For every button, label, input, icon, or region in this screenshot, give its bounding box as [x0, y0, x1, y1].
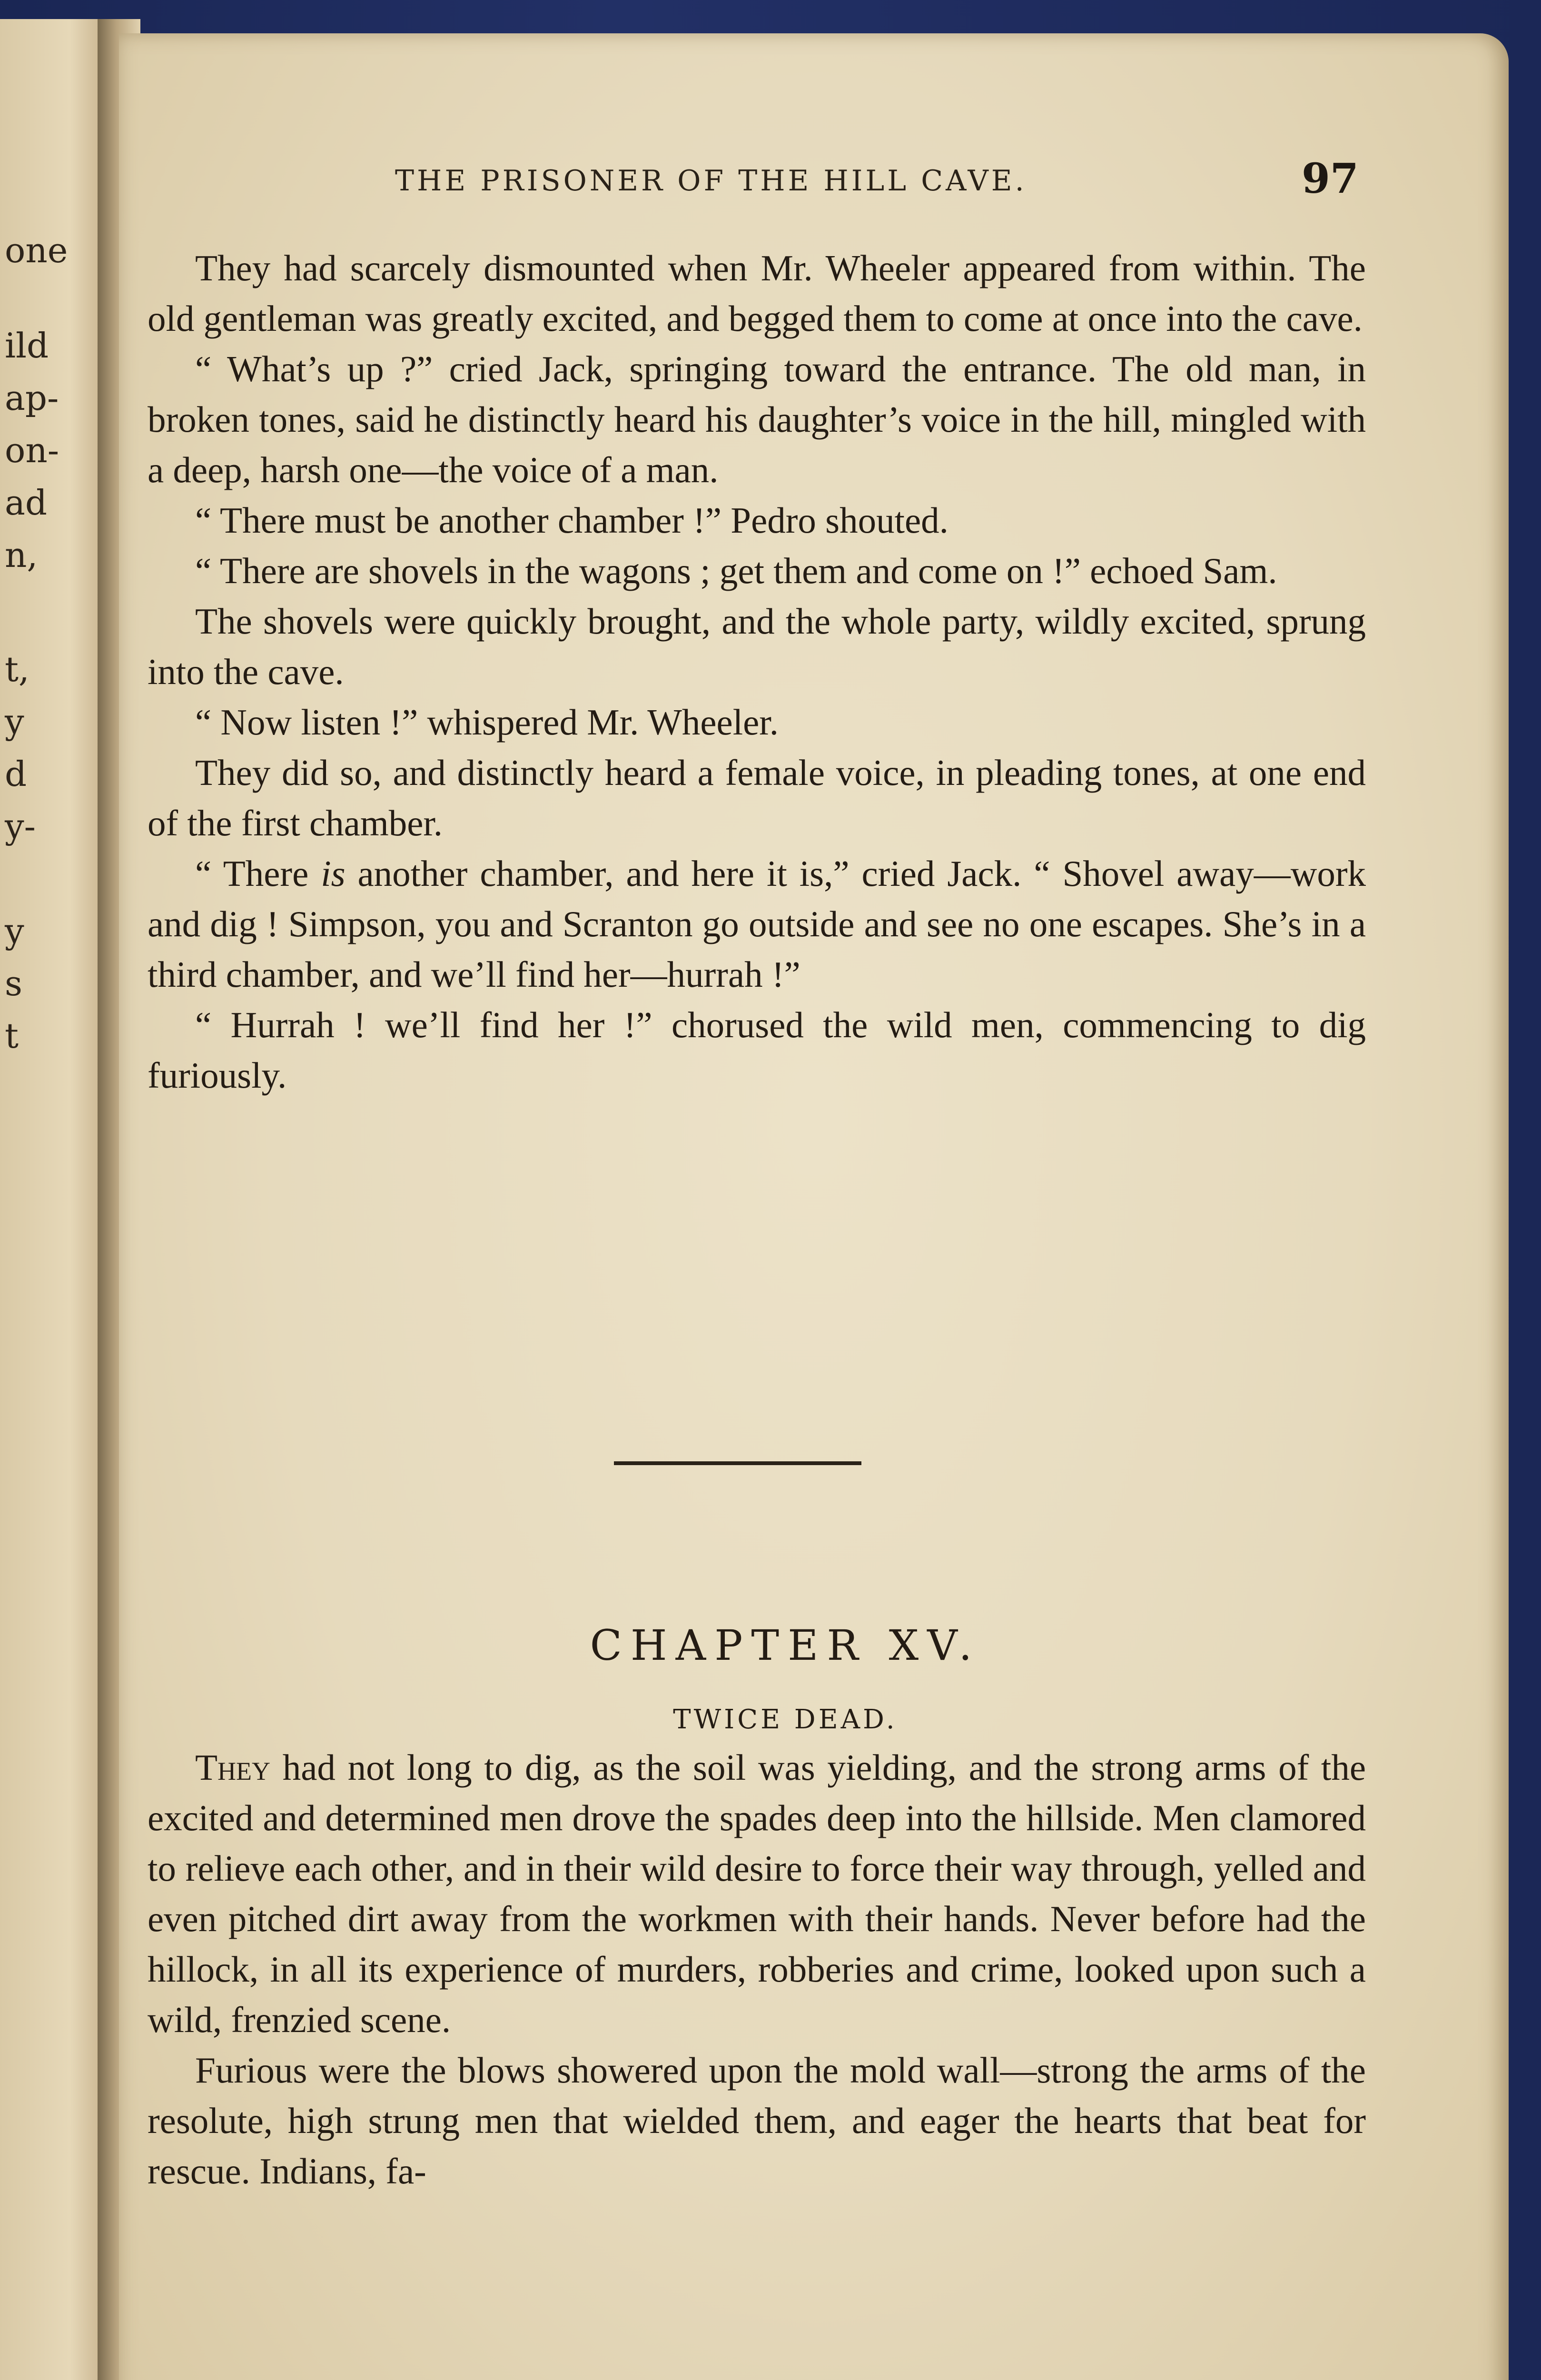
page-number: 97	[1302, 155, 1359, 203]
paragraph-text: “ There	[195, 853, 321, 894]
paragraph: They had scarcely dismounted when Mr. Wheeler appeared from within. The old gentleman was greatly excited, and begged them to come at once into the cave.	[148, 248, 1366, 339]
running-header	[119, 155, 1452, 207]
paragraph: “ Hurrah ! we’ll find her !” chorused the wild men, commencing to dig furiously.	[148, 1004, 1366, 1096]
paragraph	[148, 848, 1366, 1000]
body-text-chapter	[148, 1742, 1366, 2196]
left-page-fragment: d	[5, 754, 27, 794]
paragraph: Furious were the blows showered upon the mold wall—strong the arms of the resolute, high strung men that wielded them, and eager the hearts that beat for rescue. Indians, fa-	[148, 2050, 1366, 2192]
left-page-fragment: s	[5, 963, 22, 1003]
paragraph: They did so, and distinctly heard a female voice, in pleading tones, at one end of the first chamber.	[148, 752, 1366, 843]
right-page	[119, 33, 1509, 2380]
chapter-heading: CHAPTER XV.	[590, 1621, 981, 1670]
left-page-fragment: y	[5, 911, 24, 951]
opening-word: They	[195, 1747, 271, 1788]
left-page-fragment: y-	[5, 806, 36, 846]
left-page-fragment: y	[5, 702, 24, 742]
paragraph	[148, 1742, 1366, 2045]
left-page-fragment: ad	[5, 483, 48, 523]
italic-emphasis: is	[321, 853, 346, 894]
body-text-top	[148, 243, 1366, 1101]
chapter-divider-rule	[614, 1461, 861, 1465]
left-page-fragment: t,	[5, 649, 30, 689]
running-title: THE PRISONER OF THE HILL CAVE.	[395, 164, 1027, 198]
paragraph: “ There are shovels in the wagons ; get them and come on !” echoed Sam.	[195, 550, 1277, 591]
paragraph: “ Now listen !” whispered Mr. Wheeler.	[195, 702, 779, 743]
paragraph-text: another chamber, and here it is,” cried Jack. “ Shovel away—work and dig ! Simpson, you and Scranton go outside and see no one escapes. She’s in a third chamber, and we’ll find her—hurrah !”	[148, 853, 1366, 995]
left-page-fragment: n,	[5, 535, 38, 575]
paragraph-text: had not long to dig, as the soil was yielding, and the strong arms of the excited and determined men drove the spades deep into the hillside. Men clamored to relieve each other, and in their wild desire to force their way through, yelled and even pitched dirt away from the workmen with their hands. Never before had the hillock, in all its experience of murders, robberies and crime, looked upon such a wild, frenzied scene.	[148, 1747, 1366, 2040]
left-facing-page	[0, 19, 103, 2380]
chapter-subtitle: TWICE DEAD.	[673, 1704, 898, 1735]
left-page-fragment: t	[5, 1016, 19, 1056]
left-page-fragment: on-	[5, 430, 59, 470]
paragraph: The shovels were quickly brought, and the whole party, wildly excited, sprung into the cave.	[148, 601, 1366, 692]
paragraph: “ There must be another chamber !” Pedro shouted.	[195, 500, 948, 541]
paragraph: “ What’s up ?” cried Jack, springing toward the entrance. The old man, in broken tones, said he distinctly heard his daughter’s voice in the hill, mingled with a deep, harsh one—the voice of a man.	[148, 348, 1366, 490]
left-page-fragment: one	[5, 230, 68, 270]
left-page-fragment: ap-	[5, 378, 59, 418]
left-page-fragment: ild	[5, 326, 49, 366]
